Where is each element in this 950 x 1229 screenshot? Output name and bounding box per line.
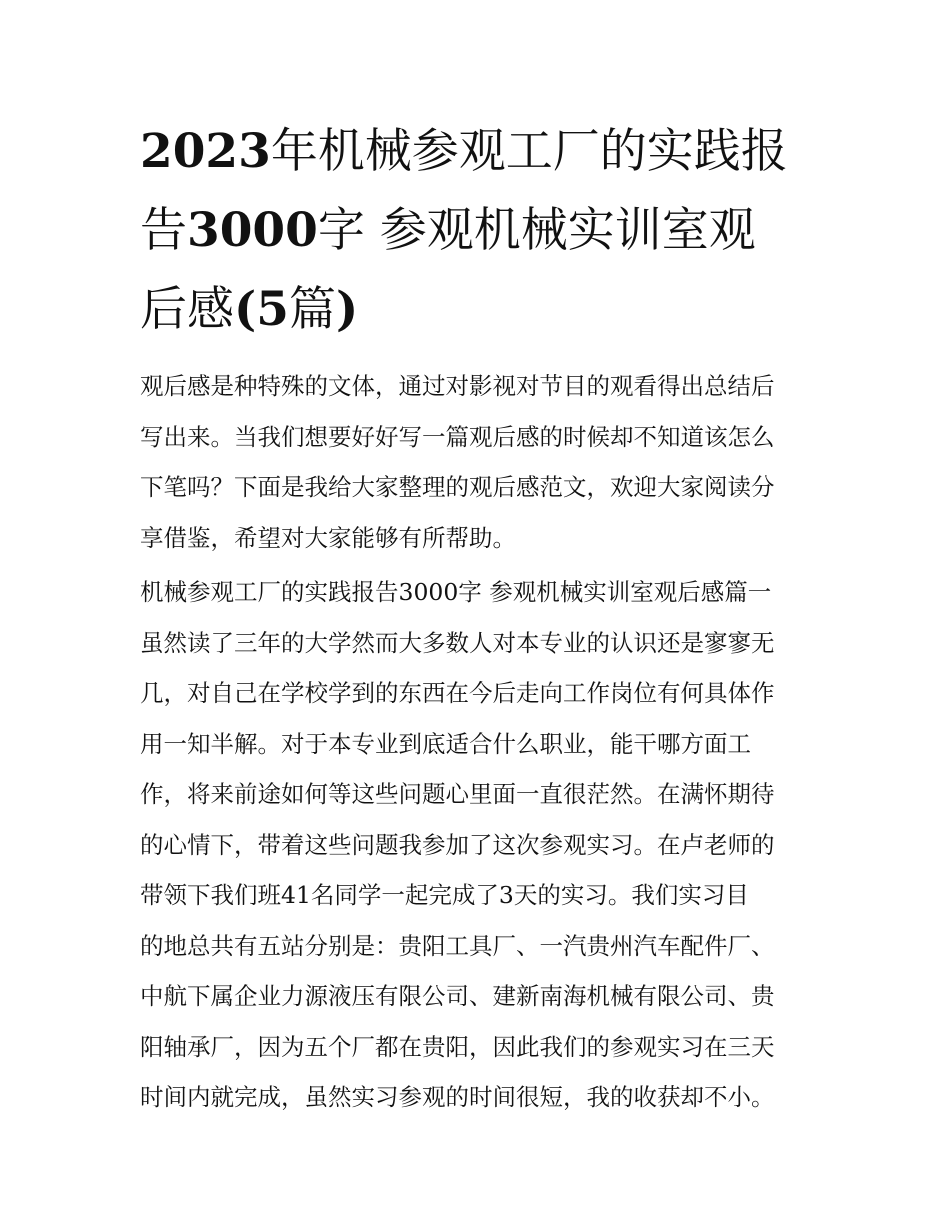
text-line: 的心情下，带着这些问题我参加了这次参观实习。在卢老师的 xyxy=(140,830,775,859)
title-segment: 篇 xyxy=(288,282,336,337)
intro-paragraph xyxy=(140,361,815,563)
title-segment: 2023 xyxy=(140,124,271,179)
title-segment: ) xyxy=(335,282,359,337)
title-segment: 3000 xyxy=(187,203,318,258)
title-segment: (5 xyxy=(234,282,289,337)
text-line: 时间内就完成，虽然实习参观的时间很短，我的收获却不小。 xyxy=(140,1083,775,1111)
text-line: 虽然读了三年的大学然而大多数人对本专业的认识还是寥寥无 xyxy=(140,628,775,657)
title-segment: 后感 xyxy=(140,282,234,337)
title-line xyxy=(140,270,815,349)
text-line: 下笔吗？下面是我给大家整理的观后感范文，欢迎大家阅读分 xyxy=(140,473,775,501)
text-line: 写出来。当我们想要好好写一篇观后感的时候却不知道该怎么 xyxy=(140,422,775,451)
text-line: 作，将来前途如何等这些问题心里面一直很茫然。在满怀期待 xyxy=(140,780,775,808)
text-line: 机械参观工厂的实践报告3000字 参观机械实训室观后感篇一 xyxy=(140,578,772,606)
text-line: 的地总共有五站分别是：贵阳工具厂、一汽贵州汽车配件厂、 xyxy=(140,931,775,960)
body-paragraph xyxy=(140,567,815,1123)
title-line xyxy=(140,191,815,270)
text-line: 中航下属企业力源液压有限公司、建新南海机械有限公司、贵 xyxy=(140,982,775,1010)
text-line: 用一知半解。对于本专业到底适合什么职业，能干哪方面工 xyxy=(140,729,751,758)
title-segment: 告 xyxy=(140,203,187,258)
text-line: 享借鉴，希望对大家能够有所帮助。 xyxy=(140,523,516,552)
text-line: 几，对自己在学校学到的东西在今后走向工作岗位有何具体作 xyxy=(140,679,775,707)
text-line: 观后感是种特殊的文体，通过对影视对节目的观看得出总结后 xyxy=(140,372,775,400)
text-line: 阳轴承厂，因为五个厂都在贵阳，因此我们的参观实习在三天 xyxy=(140,1032,775,1061)
title-segment: 年机械参观工厂的实践报 xyxy=(270,124,788,179)
document-title xyxy=(140,112,815,349)
document-body xyxy=(140,112,815,1127)
title-segment: 字 参观机械实训室观 xyxy=(317,203,756,258)
text-line: 带领下我们班41名同学一起完成了3天的实习。我们实习目 xyxy=(140,881,749,909)
title-line xyxy=(140,112,815,191)
